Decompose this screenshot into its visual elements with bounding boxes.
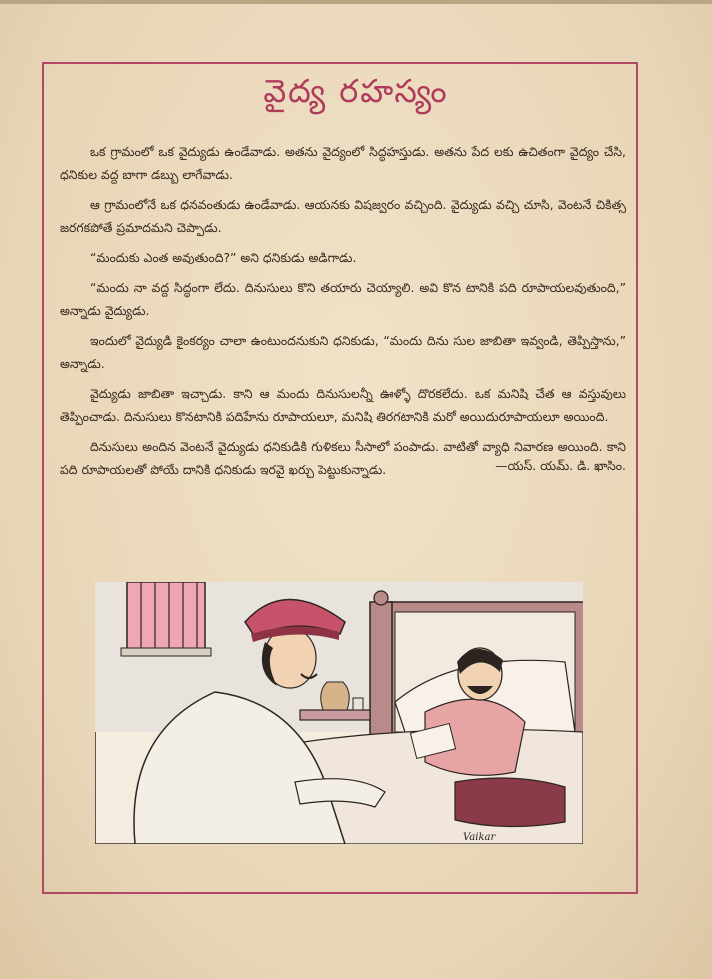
story-title: వైద్య రహస్యం: [263, 72, 449, 110]
page-edge: [0, 0, 712, 4]
paragraph-4: “మందు నా వద్ద సిద్ధంగా లేదు. దినుసులు కొని తయారు చెయ్యాలి. అవి కొన టానికి పది రూపాయలవుతుంది,” అన్నాడు వైద్యుడు.: [60, 280, 626, 318]
paragraph-6: వైద్యుడు జాబితా ఇచ్చాడు. కాని ఆ మందు దినుసులన్నీ ఊళ్ళో దొరకలేదు. ఒక మనిషి చేత ఆ వస్తువులు తెప్పించాడు. దినుసులు కొనటానికి పదిహేను రూపాయలూ, మనిషి తిరగటానికి మరో అయిదురూపాయలూ అయింది.: [60, 386, 626, 424]
paragraph-7: దినుసులు అందిన వెంటనే వైద్యుడు ధనికుడికి గుళికలు సీసాలో పంపాడు. వాటితో వ్యాధి నివారణ అయింది. కాని పది రూపాయలతో పోయే దానికి ధనికుడు ఇరవై ఖర్చు పెట్టుకున్నాడు.: [60, 439, 626, 477]
paragraph-5: ఇందులో వైద్యుడి కైంకర్యం చాలా ఉంటుందనుకుని ధనికుడు, “మందు దిను సుల జాబితా ఇవ్వండి, తెప్పిస్తాను,” అన్నాడు.: [60, 333, 626, 371]
bolster: [455, 778, 565, 827]
window: [121, 582, 211, 656]
paragraph-3: “మందుకు ఎంత అవుతుంది?” అని ధనికుడు అడిగాడు.: [90, 250, 357, 265]
paragraph-1: ఒక గ్రామంలో ఒక వైద్యుడు ఉండేవాడు. అతను వైద్యంలో సిద్ధహస్తుడు. అతను పేద లకు ఉచితంగా వైద్యం చేసి, ధనికుల వద్ద బాగా డబ్బు లాగేవాడు.: [60, 144, 626, 182]
doctor-patient-illustration: [95, 582, 583, 844]
paragraph-2: ఆ గ్రామంలోనే ఒక ధనవంతుడు ఉండేవాడు. ఆయనకు విషజ్వరం వచ్చింది. వైద్యుడు వచ్చి చూసి, వెంటనే చికిత్స జరగకపోతే ప్రమాదమని చెప్పాడు.: [60, 197, 626, 235]
story-body: [60, 140, 626, 476]
author-signature: —యస్. యమ్. డి. ఖాసిం.: [495, 458, 626, 473]
artist-signature: Vaikar: [463, 832, 496, 843]
